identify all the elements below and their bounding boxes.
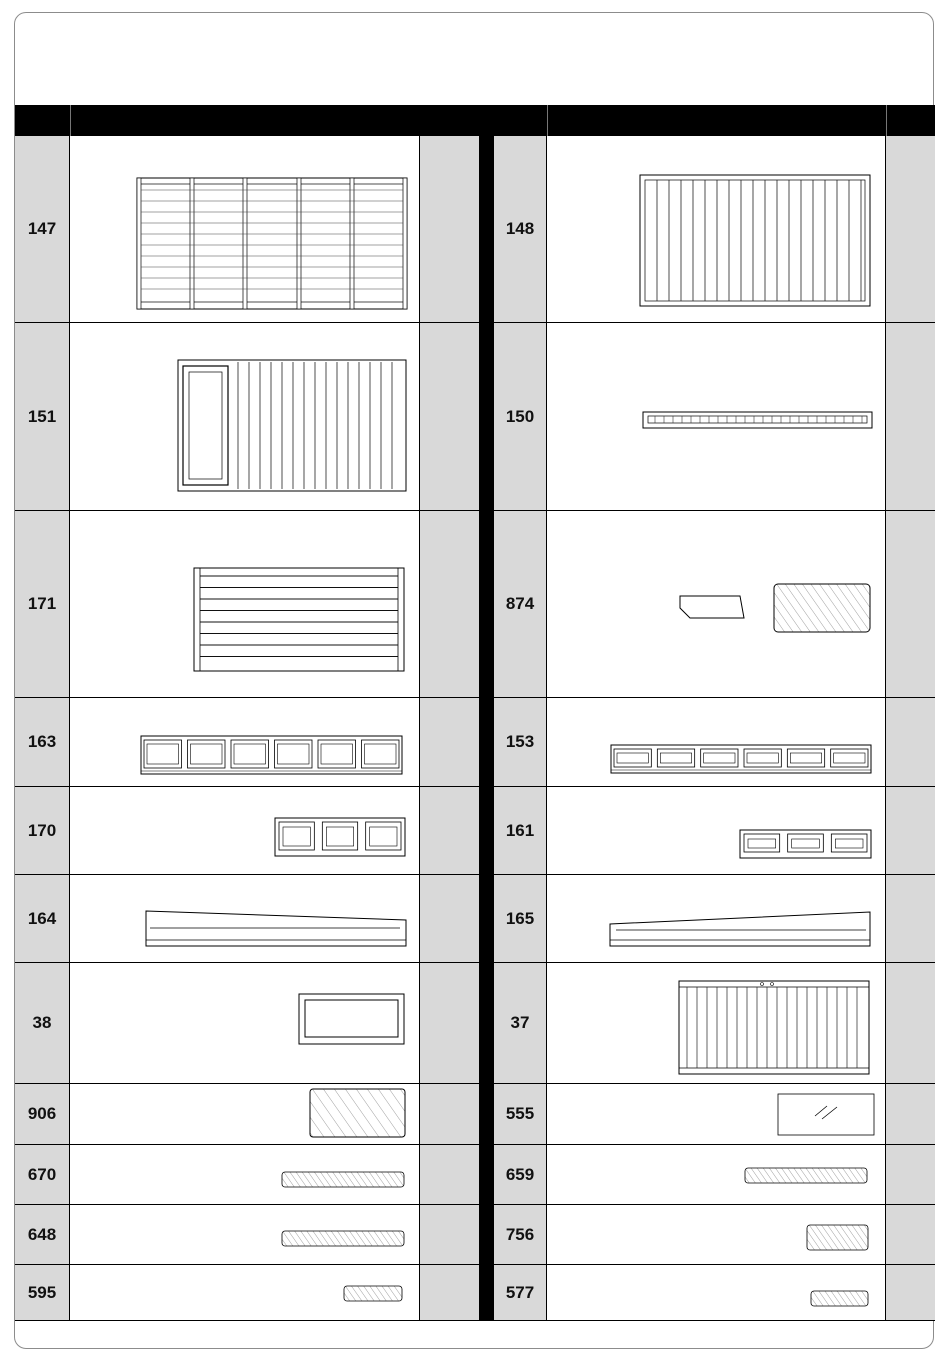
quantity-cell xyxy=(420,1265,479,1321)
part-drawing-cell xyxy=(70,511,420,698)
part-number-cell: 874 xyxy=(494,511,547,698)
part-drawing-cell xyxy=(70,787,420,875)
part-drawing-cell xyxy=(70,963,420,1084)
quantity-cell xyxy=(886,875,935,963)
part-number-cell: 595 xyxy=(15,1265,70,1321)
quantity-cell xyxy=(420,1205,479,1265)
table-bottom-rule xyxy=(15,1320,935,1321)
part-drawing-cell xyxy=(70,698,420,787)
header-divider xyxy=(547,105,548,136)
part-number-cell: 670 xyxy=(15,1145,70,1205)
part-drawing-cell xyxy=(547,787,886,875)
header-divider xyxy=(70,105,71,136)
part-number-cell: 165 xyxy=(494,875,547,963)
part-number-cell: 164 xyxy=(15,875,70,963)
quantity-cell xyxy=(886,787,935,875)
part-number-cell: 659 xyxy=(494,1145,547,1205)
quantity-cell xyxy=(886,1145,935,1205)
header-divider xyxy=(886,105,887,136)
part-drawing-cell xyxy=(547,1265,886,1321)
part-number-cell: 151 xyxy=(15,323,70,511)
part-number-cell: 170 xyxy=(15,787,70,875)
quantity-cell xyxy=(420,963,479,1084)
quantity-cell xyxy=(420,875,479,963)
quantity-cell xyxy=(886,136,935,323)
part-drawing-cell xyxy=(547,1205,886,1265)
part-drawing-cell xyxy=(547,1084,886,1145)
quantity-cell xyxy=(420,1145,479,1205)
quantity-cell xyxy=(886,1205,935,1265)
part-drawing-cell xyxy=(70,1205,420,1265)
quantity-cell xyxy=(886,1265,935,1321)
part-drawing-cell xyxy=(547,963,886,1084)
part-number-cell: 648 xyxy=(15,1205,70,1265)
part-number-cell: 148 xyxy=(494,136,547,323)
part-number-cell: 555 xyxy=(494,1084,547,1145)
part-drawing-cell xyxy=(547,698,886,787)
quantity-cell xyxy=(420,698,479,787)
part-number-cell: 171 xyxy=(15,511,70,698)
part-number-cell: 161 xyxy=(494,787,547,875)
quantity-cell xyxy=(420,1084,479,1145)
quantity-cell xyxy=(886,323,935,511)
part-number-cell: 906 xyxy=(15,1084,70,1145)
part-drawing-cell xyxy=(547,511,886,698)
quantity-cell xyxy=(886,698,935,787)
quantity-cell xyxy=(886,963,935,1084)
part-number-cell: 756 xyxy=(494,1205,547,1265)
part-drawing-cell xyxy=(70,875,420,963)
table-header-bar xyxy=(15,105,935,136)
part-number-cell: 150 xyxy=(494,323,547,511)
part-drawing-cell xyxy=(70,136,420,323)
column-separator xyxy=(479,136,494,1321)
parts-table xyxy=(15,136,935,1321)
quantity-cell xyxy=(886,511,935,698)
part-drawing-cell xyxy=(547,323,886,511)
part-number-cell: 37 xyxy=(494,963,547,1084)
quantity-cell xyxy=(420,136,479,323)
part-drawing-cell xyxy=(70,1265,420,1321)
quantity-cell xyxy=(420,323,479,511)
part-drawing-cell xyxy=(70,323,420,511)
part-number-cell: 577 xyxy=(494,1265,547,1321)
part-drawing-cell xyxy=(70,1145,420,1205)
quantity-cell xyxy=(420,511,479,698)
part-number-cell: 38 xyxy=(15,963,70,1084)
part-number-cell: 147 xyxy=(15,136,70,323)
part-drawing-cell xyxy=(547,875,886,963)
part-drawing-cell xyxy=(547,136,886,323)
part-number-cell: 163 xyxy=(15,698,70,787)
part-number-cell: 153 xyxy=(494,698,547,787)
quantity-cell xyxy=(420,787,479,875)
part-drawing-cell xyxy=(547,1145,886,1205)
part-drawing-cell xyxy=(70,1084,420,1145)
quantity-cell xyxy=(886,1084,935,1145)
